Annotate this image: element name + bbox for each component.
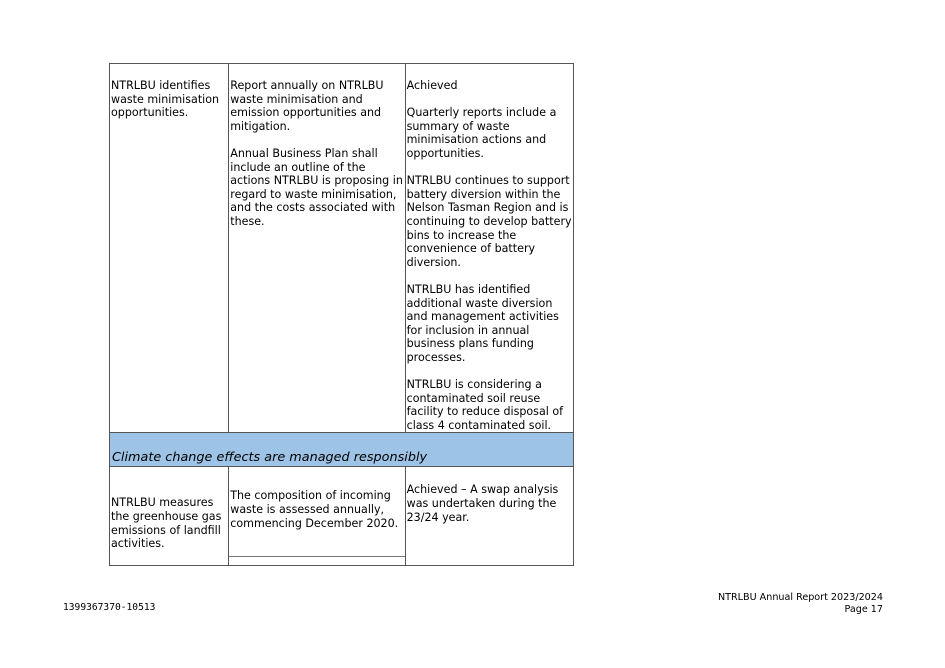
measure-paragraph: Annual Business Plan shall include an outline of the actions NTRLBU is proposing in regard to waste minimisation, and the costs associated with these. [230, 146, 403, 228]
objective-cell [110, 64, 229, 433]
section-heading: Climate change effects are managed responsibly [110, 433, 574, 467]
objective-cell [110, 467, 229, 566]
objective-text: NTRLBU identifies waste minimisation opportunities. [111, 79, 220, 120]
report-title: NTRLBU Annual Report 2023/2024 [717, 592, 883, 603]
document-id: 1399367370-10513 [63, 602, 156, 613]
measure-cell [229, 64, 405, 433]
result-paragraph: Quarterly reports include a summary of waste minimisation actions and opportunities. [406, 106, 557, 160]
measure-paragraph: Report annually on NTRLBU waste minimisation and emission opportunities and mitigation. [230, 79, 384, 133]
result-paragraph: NTRLBU has identified additional waste diversion and management activities for inclusion in annual business plans funding processes. [406, 282, 559, 364]
performance-table [109, 63, 574, 566]
result-cell [405, 64, 573, 433]
cell-divider [229, 556, 404, 557]
section-row [110, 433, 574, 467]
table-row [110, 64, 574, 433]
objective-text: NTRLBU measures the greenhouse gas emissions of landfill activities. [111, 496, 222, 551]
result-paragraph: Achieved – A swap analysis was undertaken during the 23/24 year. [406, 483, 559, 524]
measure-cell [229, 467, 405, 566]
result-paragraph: NTRLBU continues to support battery diversion within the Nelson Tasman Region and is continuing to develop battery bins to increase the convenience of battery diversion. [406, 174, 572, 269]
result-paragraph: Achieved [406, 79, 458, 92]
measure-paragraph: The composition of incoming waste is assessed annually, commencing December 2020. [230, 489, 399, 530]
result-cell [405, 467, 573, 566]
result-paragraph: NTRLBU is considering a contaminated soil reuse facility to reduce disposal of class 4 contaminated soil. [406, 378, 564, 432]
footer-right [718, 592, 883, 615]
table-row [110, 467, 574, 566]
page-number: Page 17 [844, 603, 883, 615]
